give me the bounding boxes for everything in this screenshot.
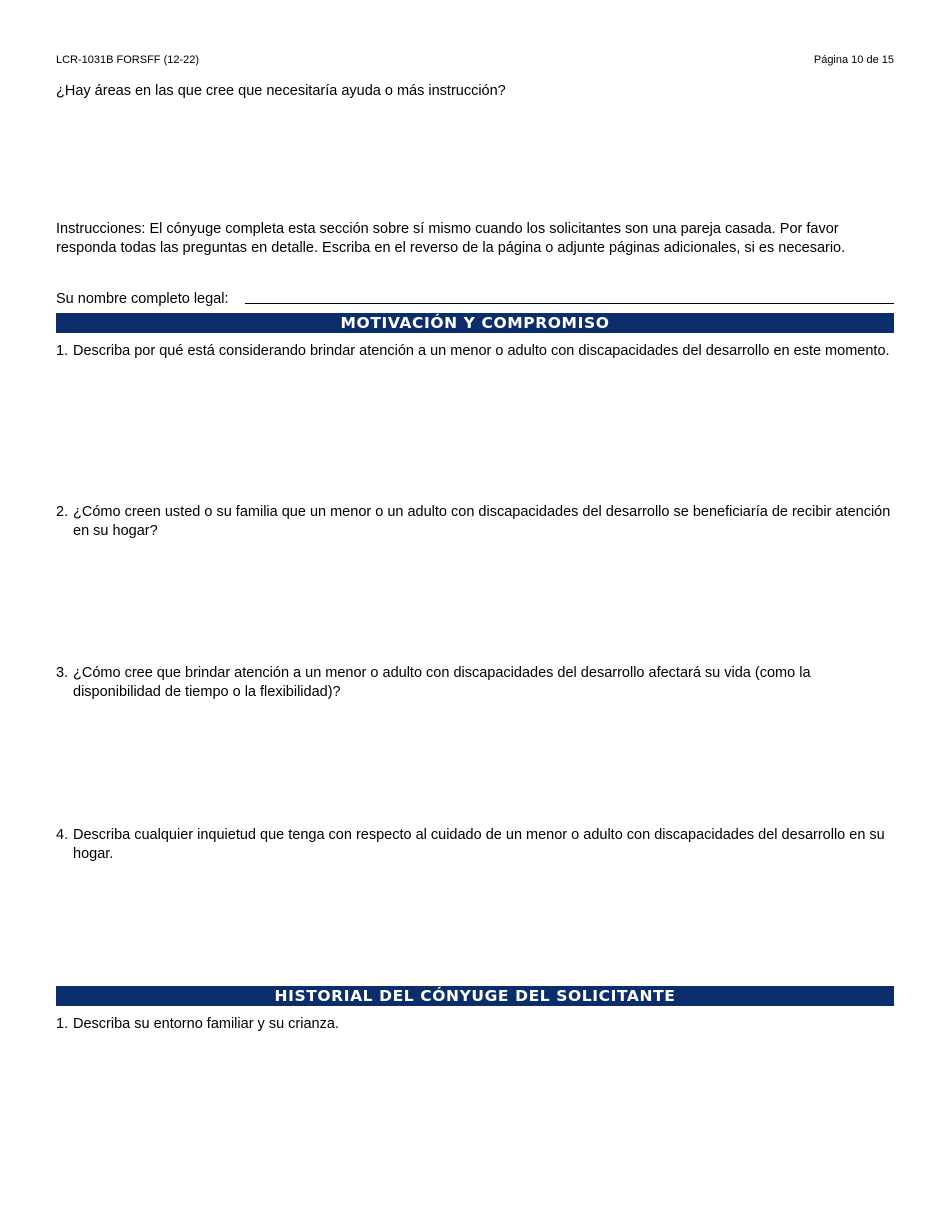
question-number: 4. [56,827,69,843]
instructions: Instrucciones: El cónyuge completa esta sección sobre sí mismo cuando los solicitantes son una pareja casada. Por favor responda todas las preguntas en detalle. Escriba en el reverso de la página o adjunte páginas adicionales, si es necesario. [56,221,846,256]
question-item [56,826,896,864]
question-text: ¿Cómo creen usted o su familia que un menor o un adulto con discapacidades del desarrollo se beneficiaría de recibir atención en su hogar? [73,504,891,539]
question-text: ¿Cómo cree que brindar atención a un menor o adulto con discapacidades del desarrollo afectará su vida (como la disponibilidad de tiempo o la flexibilidad)? [73,665,811,700]
section-motivation-header: MOTIVACIÓN Y COMPROMISO [56,313,894,333]
question-number: 3. [56,665,69,681]
answer-area[interactable] [56,545,894,655]
top-question: ¿Hay áreas en las que cree que necesitaría ayuda o más instrucción? [56,83,506,99]
question-text: Describa cualquier inquietud que tenga con respecto al cuidado de un menor o adulto con discapacidades del desarrollo en su hogar. [73,827,885,862]
page-number: Página 10 de 15 [813,54,894,66]
question-item [56,503,896,541]
section-history-header: HISTORIAL DEL CÓNYUGE DEL SOLICITANTE [56,986,894,1006]
answer-area[interactable] [56,1040,894,1210]
question-item [56,664,896,702]
question-number: 1. [56,343,69,359]
question-text: Describa por qué está considerando brindar atención a un menor o adulto con discapacidades del desarrollo en este momento. [73,343,890,359]
question-number: 2. [56,504,69,520]
form-code: LCR-1031B FORSFF (12-22) [56,54,200,66]
top-answer-area[interactable] [56,108,894,208]
question-number: 1. [56,1016,69,1032]
legal-name-label: Su nombre completo legal: [56,291,229,307]
legal-name-field[interactable] [245,303,894,304]
question-text: Describa su entorno familiar y su crianza. [73,1016,339,1032]
question-item [56,342,896,361]
answer-area[interactable] [56,868,894,978]
answer-area[interactable] [56,384,894,494]
answer-area[interactable] [56,706,894,816]
question-item [56,1015,896,1034]
